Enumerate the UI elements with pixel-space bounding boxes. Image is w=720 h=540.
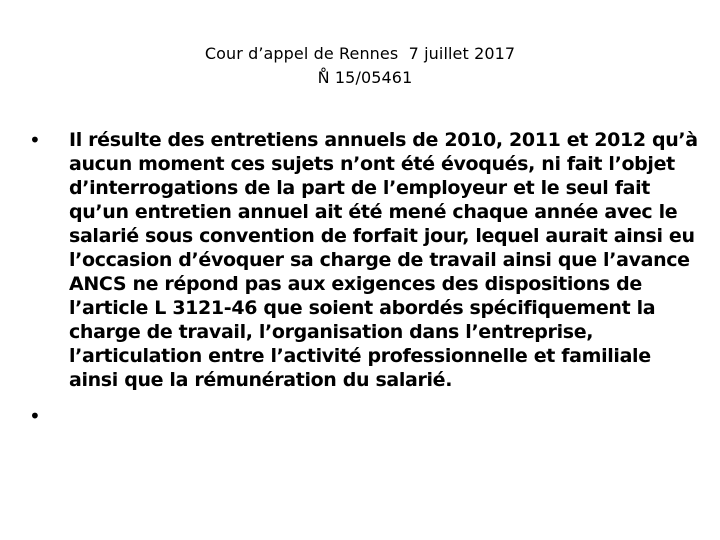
bullet-item-empty — [29, 404, 701, 428]
bullet-list — [29, 128, 701, 428]
bullet-marker: • — [29, 128, 41, 152]
bullet-marker: • — [29, 404, 41, 428]
title-line-court-date: Cour d’appel de Rennes 7 juillet 2017 — [204, 44, 516, 63]
bullet-item — [29, 128, 701, 392]
bullet-text: Il résulte des entretiens annuels de 2010, 2011 et 2012 qu’à aucun moment ces sujets n’ont été évoqués, ni fait l’objet d’interrogations de la part de l’employeur et le seul fait qu’un entretien annuel ait été mené chaque année avec le salarié sous convention de forfait jour, lequel aurait ainsi eu l’occasion d’évoquer sa charge de travail ainsi que l’avance ANCS ne répond pas aux exigences des dispositions de l’article L 3121-46 que soient abordés spécifiquement la charge de travail, l’organisation dans l’entreprise, l’articulation entre l’activité professionnelle et familiale ainsi que la rémunération du salarié. — [69, 129, 698, 391]
title-line-case-number: N̊ 15/05461 — [317, 68, 413, 87]
slide-title — [0, 42, 720, 90]
